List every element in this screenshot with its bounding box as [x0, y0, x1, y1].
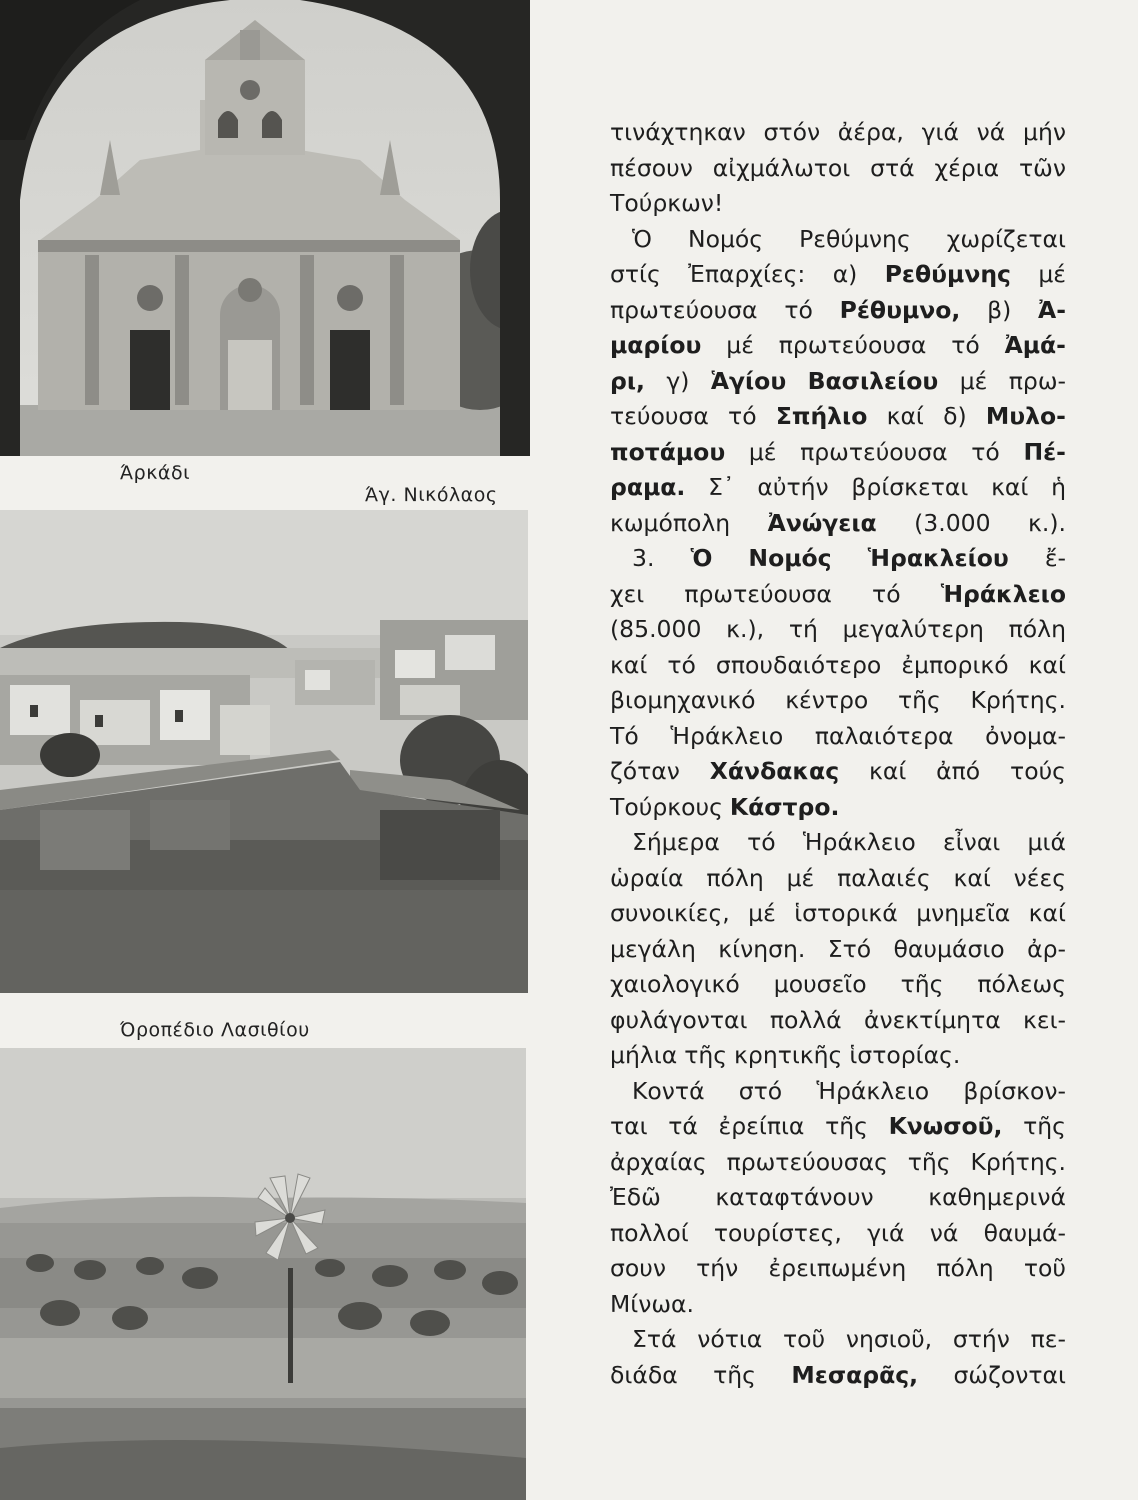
text-line: Στά νότια τοῦ νησιοῦ, στήν πε- — [632, 1325, 1066, 1353]
text-line: Ὁ Νομός Ρεθύμνης χωρίζεται — [632, 224, 1066, 253]
text-line: τινάχτηκαν στόν ἀέρα, γιά νά μήν — [610, 118, 1066, 146]
text-line: χει πρωτεύουσα τό Ἡράκλειο — [610, 579, 1066, 608]
text-line: ἀρχαίας πρωτεύουσας τῆς Κρήτης. — [610, 1147, 1066, 1176]
text-line: ται τά ἐρείπια τῆς Κνωσοῦ, τῆς — [610, 1112, 1066, 1140]
text-line: μαρίου μέ πρωτεύουσα τό Ἀμά- — [610, 331, 1066, 359]
text-line: πρωτεύουσα τό Ρέθυμνο, β) Ἀ- — [610, 295, 1066, 324]
text-line: συνοικίες, μέ ἱστορικά μνημεῖα καί — [610, 899, 1066, 927]
arkadi-photo — [0, 0, 530, 456]
text-line: Τούρκων! — [610, 189, 724, 217]
text-line: τεύουσα τό Σπήλιο καί δ) Μυλο- — [610, 402, 1066, 430]
text-line: ὡραία πόλη μέ παλαιές καί νέες — [610, 863, 1066, 892]
text-line: καί τό σπουδαιότερο ἐμπορικό καί — [610, 650, 1066, 679]
text-line: Μίνωα. — [610, 1289, 694, 1318]
text-line: πέσουν αἰχμάλωτοι στά χέρια τῶν — [610, 153, 1066, 182]
text-line: ραμα. Σ᾽ αὐτήν βρίσκεται καί ἡ — [610, 473, 1066, 501]
text-line: διάδα τῆς Μεσαρᾶς, σώζονται — [610, 1360, 1066, 1389]
text-line: ρι, γ) Ἁγίου Βασιλείου μέ πρω- — [610, 366, 1066, 395]
text-line: χαιολογικό μουσεῖο τῆς πόλεως — [610, 970, 1066, 998]
text-line: Τό Ἡράκλειο παλαιότερα ὀνομα- — [610, 721, 1066, 750]
text-line: Σήμερα τό Ἡράκλειο εἶναι μιά — [632, 828, 1066, 856]
text-line: Κοντά στό Ἡράκλειο βρίσκον- — [632, 1076, 1066, 1105]
text-line: Ἐδῶ καταφτάνουν καθημερινά — [610, 1183, 1066, 1211]
text-line: Τούρκους Κάστρο. — [610, 792, 840, 821]
lasithi-photo — [0, 1048, 526, 1500]
text-line: ποτάμου μέ πρωτεύουσα τό Πέ- — [610, 437, 1066, 466]
text-line: βιομηχανικό κέντρο τῆς Κρήτης. — [610, 686, 1066, 714]
arkadi-caption: Άρκάδι — [120, 462, 190, 484]
text-line: μεγάλη κίνηση. Στό θαυμάσιο ἀρ- — [610, 934, 1066, 963]
text-line: ζόταν Χάνδακας καί ἀπό τούς — [610, 757, 1066, 785]
text-line: 3. Ὁ Νομός Ἡρακλείου ἔ- — [632, 544, 1066, 572]
text-line: (85.000 κ.), τή μεγαλύτερη πόλη — [610, 615, 1066, 643]
lasithi-caption: Όροπέδιο Λασιθίου — [120, 1019, 310, 1041]
text-line: πολλοί τουρίστες, γιά νά θαυμά- — [610, 1218, 1066, 1247]
text-line: σουν τήν ἐρειπωμένη πόλη τοῦ — [610, 1254, 1066, 1282]
text-line: κωμόπολη Ἀνώγεια (3.000 κ.). — [610, 508, 1066, 537]
body-text — [610, 115, 1066, 1393]
text-line: φυλάγονται πολλά ἀνεκτίμητα κει- — [610, 1005, 1066, 1034]
agios-nikolaos-photo — [0, 510, 528, 993]
text-line: μήλια τῆς κρητικῆς ἱστορίας. — [610, 1041, 961, 1069]
text-line: στίς Ἐπαρχίες: α) Ρεθύμνης μέ — [610, 260, 1066, 288]
agios-nikolaos-caption: Άγ. Νικόλαος — [365, 484, 498, 506]
